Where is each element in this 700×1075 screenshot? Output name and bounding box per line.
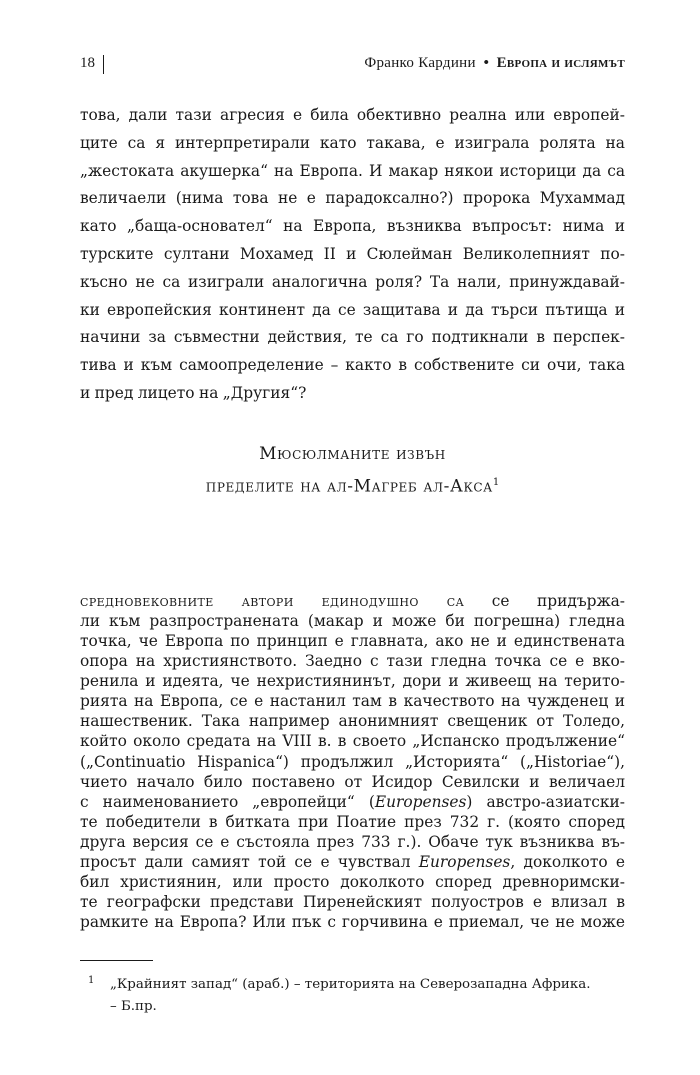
paragraph-2-line-12: те победители в битката при Поатие през 732 г. (която според (80, 812, 625, 831)
paragraph-2-line-7: нашественик. Така например анонимният свещеник от Толедо, (80, 712, 625, 731)
running-title (364, 55, 625, 72)
paragraph-1-line-1: това, дали тази агресия е била обективно реална или европей- (80, 106, 625, 124)
paragraph-1-line-3: „жестоката акушерка“ на Европа. И макар някои историци да са (80, 161, 625, 180)
paragraph-2-line-14: просът дали самият той се е чувствал Europenses, доколкото е (80, 852, 625, 871)
paragraph-2-line-16: те географски представи Пиренейският полуостров е влизал в (80, 892, 625, 911)
paragraph-1-line-4: величаели (нима това не е парадоксално?) пророка Мухаммад (80, 189, 625, 208)
latin-term: Europenses (374, 792, 467, 811)
paragraph-2-line-11: с наименованието „европейци“ (Europenses) австро-азиатски- (80, 792, 625, 811)
footnote-divider (80, 960, 153, 961)
paragraph-1-line-10: тива и към самоопределение – както в собствените си очи, така (80, 356, 625, 375)
paragraph-1-line-11: и пред лицето на „Другия“? (80, 384, 307, 402)
paragraph-2-line-8: който около средата на VIII в. в своето „Испанско продължение“ (80, 732, 625, 751)
paragraph-1-line-7: късно не са изиграли аналогична роля? Та нали, принуждавай- (80, 272, 625, 291)
paragraph-1-line-2: ците са я интерпретирали като такава, е изиграла ролята на (80, 133, 625, 152)
latin-term: Europenses (418, 852, 511, 871)
paragraph-2-line-3: точка, че Европа по принцип е главната, ако не и единствената (80, 632, 625, 651)
paragraph-1-line-9: начини за съвместни действия, те са го подтикнали в перспек- (80, 328, 625, 347)
footnote-mark: 1 (88, 975, 95, 986)
section-heading-text: пределите на ал-Магреб ал-Акса (205, 476, 493, 497)
running-header (80, 55, 625, 79)
paragraph-2-line-1-rest: се придържа- (464, 592, 625, 610)
paragraph-1-line-5: като „баща-основател“ на Европа, възниква въпросът: нима и (80, 217, 625, 236)
paragraph-2-line-10: чието начало било поставено от Исидор Севилски и величаел (80, 772, 625, 791)
section-heading-line-1: Мюсюлманите извън (259, 444, 446, 464)
footnote-line-2: – Б.пр. (110, 999, 157, 1014)
paragraph-2-line-13: друга версия се е състояла през 733 г.). Обаче тук възниква въ- (80, 832, 625, 851)
paragraph-2-line-17: рамките на Европа? Или пък с горчивина е приемал, че не може (80, 913, 625, 931)
paragraph-1-line-8: ки европейския континент да се защитава и да търси пътища и (80, 300, 625, 319)
paragraph-2-opening: средновековните автори единодушно са (80, 592, 465, 610)
paragraph-2-line-1 (80, 591, 625, 611)
author-name: Франко Кардини (364, 55, 476, 71)
footnote-text: „Крайният запад“ (араб.) – територията на Северозападна Африка. (110, 977, 591, 992)
paragraph-2-line-6: рията на Европа, се е настанил там в качеството на чужденец и (80, 692, 625, 711)
paragraph-2-line-4: опора на християнството. Заедно с тази гледна точка се е вко- (80, 652, 625, 671)
paragraph-2-line-9: („Continuatio Hispanica“) продължил „Историята“ („Historiae“), (80, 752, 625, 771)
section-heading-line-2 (80, 466, 625, 504)
paragraph-1-line-6: турските султани Мохамед II и Сюлейман Великолепният по- (80, 245, 625, 263)
paragraph-2-line-15: бил християнин, или просто доколкото според древноримски- (80, 872, 625, 891)
page-number: 18 (80, 55, 95, 71)
paragraph-2-line-5: ренила и идеята, че нехристиянинът, дори и живеещ на терито- (80, 672, 625, 691)
page-number-divider (103, 55, 104, 74)
paragraph-2-line-2: ли към разпространената (макар и може би погрешна) гледна (80, 612, 625, 631)
book-title: Европа и ислямът (496, 55, 625, 71)
header-separator: • (483, 55, 489, 71)
footnote-reference: 1 (492, 477, 500, 488)
